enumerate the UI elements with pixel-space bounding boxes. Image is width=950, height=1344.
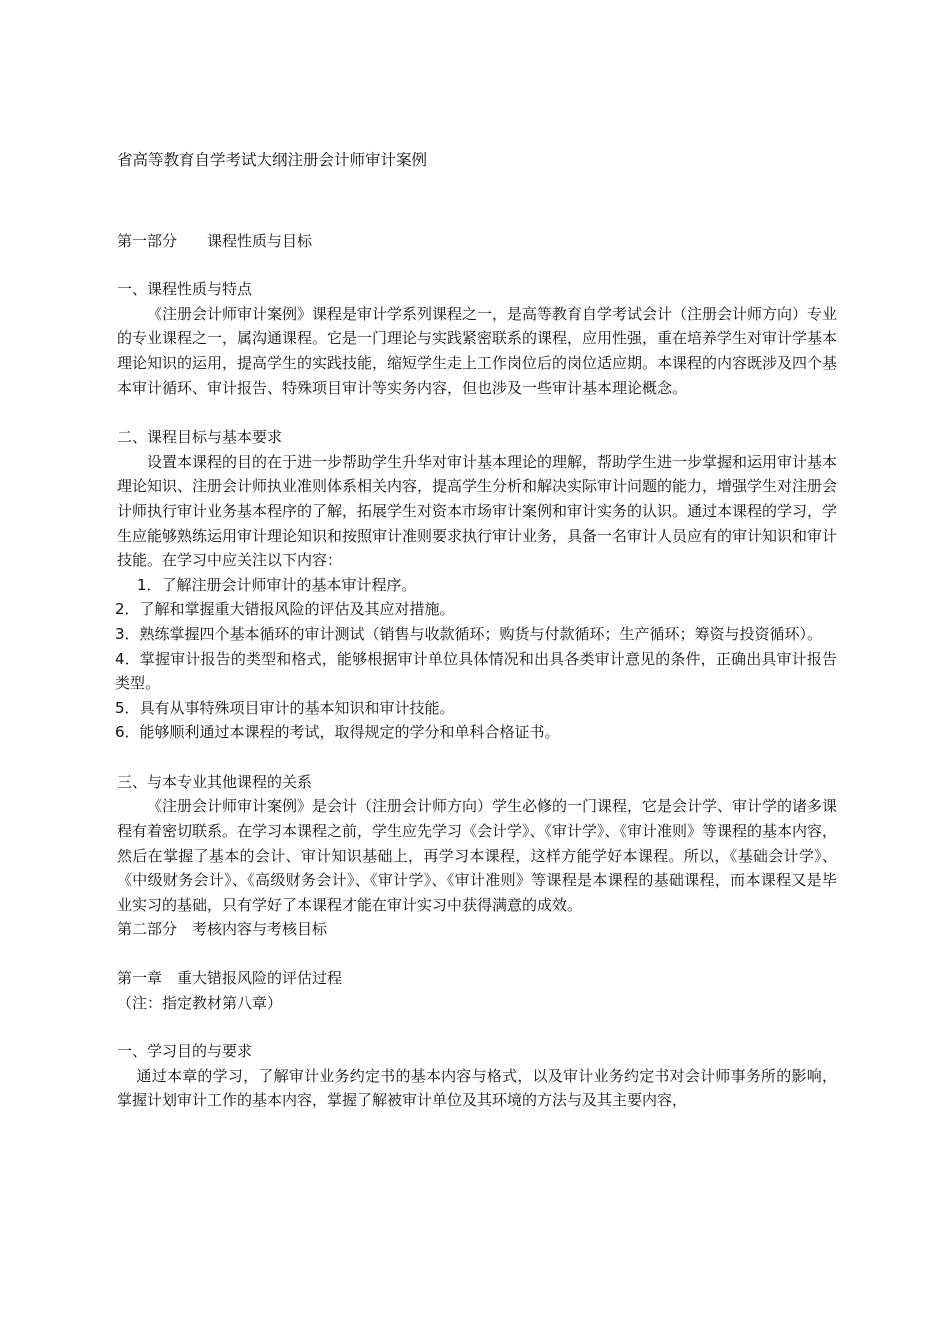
part2-heading: 第二部分 考核内容与考核目标 — [117, 920, 328, 939]
document-content — [117, 148, 837, 1113]
list-item-number: 3． — [115, 624, 140, 643]
spacer — [117, 400, 837, 425]
list-item-number: 5． — [115, 698, 140, 717]
section1-heading: 一、课程性质与特点 — [117, 280, 253, 299]
list-item-text: 了解注册会计师审计的基本审计程序。 — [161, 575, 417, 594]
list-item — [115, 622, 837, 647]
spacer — [117, 173, 837, 229]
chapter1-body: 通过本章的学习，了解审计业务约定书的基本内容与格式，以及审计业务约定书对会计师事务所的影响，掌握计划审计工作的基本内容，掌握了解被审计单位及其环境的方法与及其主要内容， — [117, 1066, 837, 1110]
list-item — [115, 597, 837, 622]
list-item-number: 4． — [115, 649, 140, 668]
section3-body: 《注册会计师审计案例》是会计（注册会计师方向）学生必修的一门课程，它是会计学、审计学的诸多课程有着密切联系。在学习本课程之前，学生应先学习《会计学》、《审计学》、《审计准则》等课程的基本内容，然后在掌握了基本的会计、审计知识基础上，再学习本课程，这样方能学好本课程。所以，《基础会计学》、《中级财务会计》、《高级财务会计》、《审计学》、《审计准则》等课程是本课程的基础课程，而本课程又是毕业实习的基础，只有学好了本课程才能在审计实习中获得满意的成效。 — [117, 797, 838, 914]
list-item-number: 2． — [115, 600, 140, 619]
list-item-text: 掌握审计报告的类型和格式，能够根据审计单位具体情况和出具各类审计意见的条件，正确出具审计报告类型。 — [115, 649, 838, 693]
list-item-text: 能够顺利通过本课程的考试，取得规定的学分和单科合格证书。 — [139, 723, 560, 742]
list-item-text: 具有从事特殊项目审计的基本知识和审计技能。 — [139, 698, 455, 717]
list-item-number: 1． — [137, 575, 162, 594]
section1-body: 《注册会计师审计案例》课程是审计学系列课程之一，是高等教育自学考试会计（注册会计师方向）专业的专业课程之一，属沟通课程。它是一门理论与实践紧密联系的课程，应用性强，重在培养学生对审计学基本理论知识的运用，提高学生的实践技能，缩短学生走上工作岗位后的岗位适应期。本课程的内容既涉及四个基本审计循环、审计报告、特殊项目审计等实务内容，但也涉及一些审计基本理论概念。 — [117, 304, 838, 397]
list-item-number: 6． — [115, 723, 140, 742]
spacer — [117, 745, 837, 770]
chapter1-note: （注：指定教材第八章） — [117, 993, 283, 1012]
list-item — [117, 573, 837, 598]
list-item-text: 熟练掌握四个基本循环的审计测试（销售与收款循环；购货与付款循环；生产循环；筹资与投资循环）。 — [139, 624, 823, 643]
section2-body: 设置本课程的目的在于进一步帮助学生升华对审计基本理论的理解，帮助学生进一步掌握和运用审计基本理论知识、注册会计师执业准则体系相关内容，提高学生分析和解决实际审计问题的能力，增强学生对注册会计师执行审计业务基本程序的了解，拓展学生对资本市场审计案例和审计实务的认识。通过本课程的学习，学生应能够熟练运用审计理论知识和按照审计准则要求执行审计业务，具备一名审计人员应有的审计知识和审计技能。在学习中应关注以下内容： — [117, 452, 838, 570]
list-item — [115, 647, 837, 696]
chapter1-subheading: 一、学习目的与要求 — [117, 1042, 253, 1061]
section2-heading: 二、课程目标与基本要求 — [117, 428, 283, 447]
document-title: 省高等教育自学考试大纲注册会计师审计案例 — [117, 151, 428, 169]
list-item — [115, 720, 837, 745]
spacer — [117, 1015, 837, 1039]
list-item — [115, 696, 837, 721]
list-item-text: 了解和掌握重大错报风险的评估及其应对措施。 — [139, 600, 455, 619]
part1-heading: 第一部分 课程性质与目标 — [117, 231, 313, 250]
spacer — [117, 253, 837, 277]
spacer — [117, 942, 837, 966]
chapter1-heading: 第一章 重大错报风险的评估过程 — [117, 969, 343, 988]
section3-heading: 三、与本专业其他课程的关系 — [117, 772, 313, 791]
